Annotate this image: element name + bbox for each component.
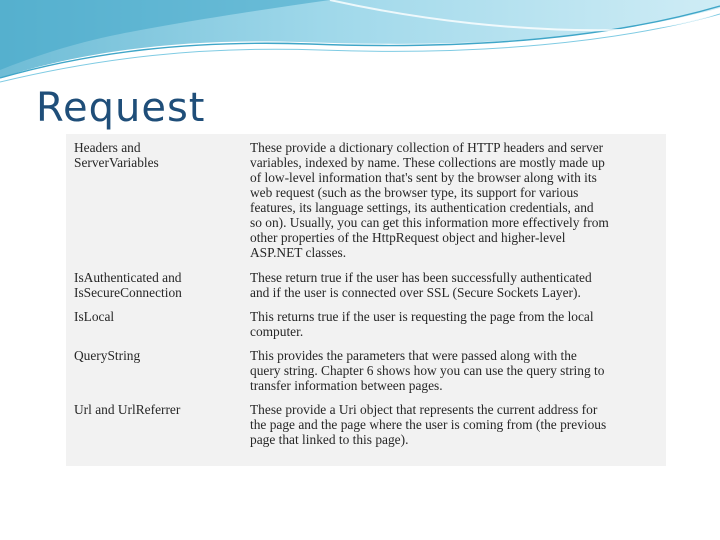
table-row — [74, 140, 660, 270]
property-table — [74, 140, 660, 447]
header-wave-decoration — [0, 0, 720, 90]
property-description: These provide a Uri object that represents the current address for the page and the page where the user is coming from (the previous page that linked to this page). — [250, 402, 607, 447]
property-description: This returns true if the user is requesting the page from the local computer. — [250, 309, 594, 339]
property-name: Url and UrlReferrer — [74, 402, 181, 417]
table-row — [74, 348, 660, 402]
table-row — [74, 309, 660, 348]
property-description: These provide a dictionary collection of HTTP headers and server variables, indexed by name. These collections are mostly made up of low-level information that's sent by the browser along with its web request (such as the browser type, its support for various features, its language settings, its authentication credentials, and so on). Usually, you can get this information more effectively from other properties of the HttpRequest object and higher-level ASP.NET classes. — [250, 140, 609, 260]
property-name: QueryString — [74, 348, 141, 363]
property-description: This provides the parameters that were passed along with the query string. Chapter 6 shows how you can use the query string to transfer information between pages. — [250, 348, 605, 393]
property-name: Headers and ServerVariables — [74, 140, 159, 170]
property-description: These return true if the user has been successfully authenticated and if the user is connected over SSL (Secure Sockets Layer). — [250, 270, 592, 300]
property-name: IsAuthenticated and IsSecureConnection — [74, 270, 182, 300]
property-name: IsLocal — [74, 309, 115, 324]
table-row — [74, 270, 660, 309]
table-row — [74, 402, 660, 447]
slide-title: Request — [36, 85, 206, 131]
